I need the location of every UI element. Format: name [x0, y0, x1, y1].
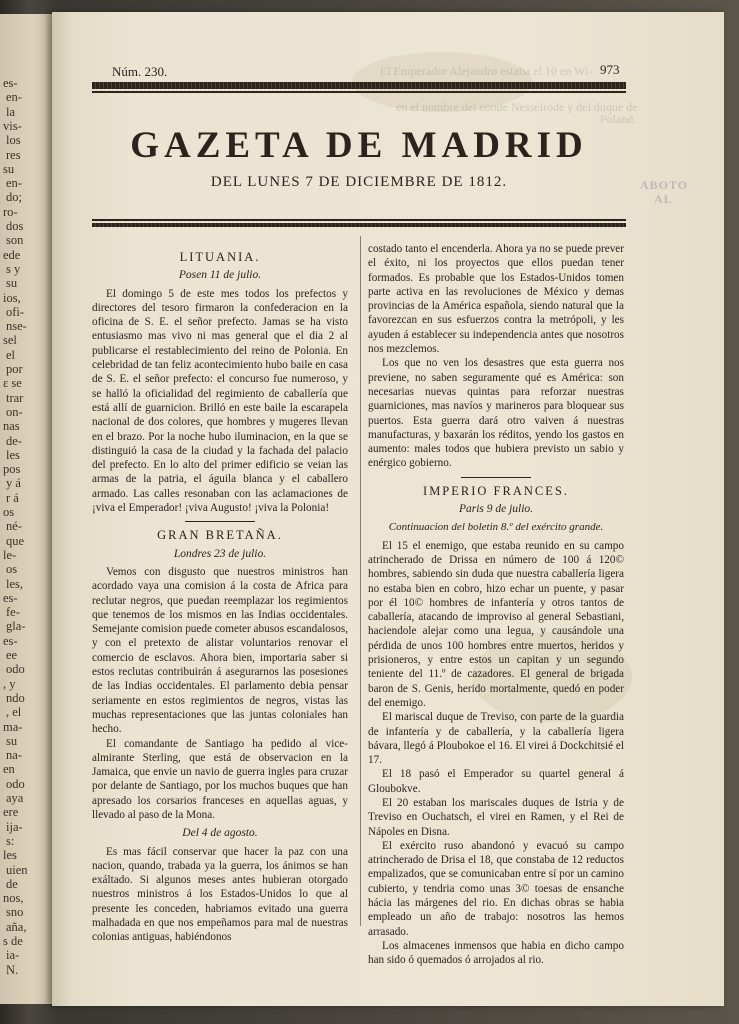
left-page-text-fragment: vis-: [3, 118, 22, 133]
left-page-text-fragment: ndo: [6, 690, 25, 705]
left-page-text-fragment: el: [6, 347, 16, 362]
dateline-londres: Londres 23 de julio.: [173, 547, 267, 560]
left-page-text-fragment: de-: [6, 433, 22, 448]
left-page-text-fragment: les,: [6, 576, 24, 591]
bleed-through-text: en el nombre del conde Nesselrode y del duque de: [396, 100, 638, 114]
paragraph: El exército ruso abandonó y evacuó su campo atrincherado de Drisa el 18, que constaba de 12 reductos empalizados, que se comunicaban entre sí por un camino cubierto, y tendria como unas 3© toesas de ensanche hácia las márgenes del rio. En dichas obras se habia empleado un año de trabajo: nosotros las hemos arrasado.: [368, 839, 624, 938]
left-page-text-fragment: ro-: [3, 204, 18, 219]
left-page-text-fragment: le-: [3, 547, 17, 562]
left-page-text-fragment: pos: [3, 462, 21, 477]
left-page-text-fragment: ma-: [3, 719, 23, 734]
left-page-text-fragment: es-: [3, 590, 18, 605]
paragraph: El comandante de Santiago ha pedido al vice-almirante Sterling, que está de observacion en la Jamaica, que envie un navio de guerra ingles para cruzar por delante de Santiago, por los muchos buques que han apresado los corsarios franceses en aquellas aguas, y llevado al paso de la Mona.: [92, 737, 348, 821]
paragraph: El 20 estaban los mariscales duques de Istria y de Treviso en Ouchatsch, el virei en Ramen, y el Rei de Nápoles en Disna.: [368, 796, 624, 838]
left-page-text-fragment: ee: [6, 648, 18, 662]
issue-date: DEL LUNES 7 DE DICIEMBRE DE 1812.: [210, 174, 508, 190]
left-page-text-fragment: res: [6, 147, 21, 162]
left-page-text-fragment: en-: [6, 176, 22, 191]
left-page-text-fragment: aña,: [6, 919, 27, 934]
left-page-text-fragment: do;: [6, 190, 22, 205]
left-page-text-fragment: su: [3, 161, 15, 176]
dateline-agosto: Del 4 de agosto.: [182, 827, 258, 840]
left-page-text-fragment: odo: [6, 776, 25, 791]
left-page-text-fragment: ε se: [3, 376, 22, 391]
left-page-text-fragment: nas: [3, 419, 20, 434]
left-page-text-fragment: né-: [6, 519, 22, 534]
left-page-text-fragment: es-: [3, 633, 18, 648]
page-number: 973: [600, 62, 620, 77]
left-page-text-fragment: , el: [6, 705, 22, 720]
left-page-text-fragment: ia-: [6, 948, 20, 963]
left-page-text-fragment: sel: [3, 333, 17, 348]
left-page-text-fragment: fe-: [6, 605, 20, 620]
paragraph: El mariscal duque de Treviso, con parte de la guardia de infantería y de caballería, y la caballería ligera bávara, llegó á Ploubokoe el 16. El virei á Dockchitsié el 17.: [368, 711, 624, 767]
left-page-text-fragment: que: [6, 533, 25, 548]
left-page-text-fragment: la: [6, 104, 16, 119]
left-page-text-fragment: su: [6, 733, 18, 748]
left-page-text-fragment: sno: [6, 905, 24, 920]
paragraph: Los que no ven los desastres que esta guerra nos previene, no saben seguramente qué es América: son necesarias nuevas quintas para reforzar nuestras guarniciones, mas navíos y marineros para bloquear sus puertos. Esta guerra dará otro vaiven á nuestras manufacturas, y baxarán los réditos, yendo los gastos en aumento: males todos que hubiera previsto un sabio y enérgico gobierno.: [368, 357, 624, 470]
left-page-text-fragment: gla-: [6, 619, 26, 634]
bleed-through-text: Poland.: [600, 112, 637, 126]
section-separator: [185, 521, 255, 522]
left-page-text-fragment: aya: [6, 791, 24, 805]
left-page-text-fragment: ios,: [3, 290, 21, 305]
left-page-text-fragment: en: [3, 762, 15, 777]
stamp-line: ABOTO: [640, 178, 689, 192]
left-page-text-fragment: es-: [3, 76, 18, 90]
header-rule: [92, 82, 626, 89]
left-page-text-fragment: por: [6, 362, 23, 376]
left-page-text-fragment: s:: [6, 833, 15, 848]
left-page-text-fragment: s y: [6, 261, 21, 276]
left-page-text-fragment: na-: [6, 748, 22, 763]
left-page-text-fragment: nse-: [6, 319, 27, 334]
left-page-text-fragment: ofi-: [6, 304, 25, 319]
masthead-rule: [92, 219, 626, 221]
dateline-paris: Paris 9 de julio.: [458, 503, 534, 516]
section-heading-imperio-frances: IMPERIO FRANCES.: [423, 483, 569, 498]
bulletin-subtitle: Continuacion del boletin 8.º del exército grande.: [388, 521, 604, 534]
left-page-text-fragment: on-: [6, 404, 23, 419]
left-column: [92, 246, 348, 945]
section-heading-lituania: LITUANIA.: [179, 250, 261, 264]
left-page-text-fragment: N.: [6, 962, 19, 977]
left-page-text-fragment: en-: [6, 90, 22, 105]
masthead-rule: [92, 223, 626, 227]
left-page-text-fragment: les: [6, 447, 20, 462]
left-page-text-fragment: nos,: [3, 891, 24, 906]
left-page-text-fragment: os: [3, 505, 15, 519]
left-page-text-fragment: los: [6, 133, 21, 148]
left-page-text-fragment: son: [6, 233, 24, 248]
left-page-text-fragment: ere: [3, 805, 19, 820]
paragraph: costado tanto el encenderla. Ahora ya no se puede prever el éxito, ni los proyectos que ellos puedan tener formados. Es probable que los Estados-Unidos tomen parte activa en las revoluciones de México y demas provincias de la América española, siendo natural que la favorezcan en sus esfuerzos contra la metrópoli, y les ayuden á establecer su independencia antes que nosotros nos mezclemos.: [368, 243, 624, 356]
left-page-text-fragment: uien: [6, 862, 28, 877]
masthead-title: GAZETA DE MADRID: [130, 125, 588, 166]
left-page-text-fragment: r á: [6, 490, 19, 505]
header-rule: [92, 91, 626, 93]
left-page-text-fragment: os: [6, 562, 18, 577]
paragraph: El 18 pasó el Emperador su quartel general á Gloubokve.: [368, 768, 624, 795]
left-page-text-fragment: y á: [6, 476, 21, 491]
left-page-text-fragment: de: [6, 876, 18, 891]
left-page-text-fragment: ija-: [6, 819, 23, 834]
right-column: [368, 242, 624, 968]
paragraph: Los almacenes inmensos que habia en dicho campo han sido ó quemados ó arrojados al rio.: [368, 939, 624, 967]
paragraph: El 15 el enemigo, que estaba reunido en su campo atrincherado de Drissa en número de 100 á 120© hombres, sabiendo sin duda que nuestra caballería ligera no estaba bien en cobro, hizo echar un puente, y pasar por él 10© hombres de infantería y otros tantos de caballería, atacando de improviso al general Sebastiani, haciendole alejar como una legua, y causándole una pérdida de unos 100 hombres entre muertos, heridos y prisioneros, y entre estos un capitan y un segundo teniente del 11.º de cazadores. El general de brigada baron de S. Genis, herido mortalmente, quedó en poder del enemigo.: [368, 539, 624, 709]
left-page-text-fragment: s de: [3, 934, 23, 948]
section-heading-gran-bretana: GRAN BRETAÑA.: [157, 528, 283, 543]
left-page-text-fragment: ede: [3, 247, 21, 262]
bleed-through-text: El Emperador Alejandro estaba el 10 en Wi-: [380, 64, 593, 78]
left-page-text-fragment: trar: [6, 390, 24, 405]
library-stamp: [640, 178, 688, 206]
left-page-text-fragment: , y: [3, 676, 16, 691]
left-page-text-fragment: dos: [6, 219, 24, 233]
column-divider: [360, 236, 361, 926]
left-page-text-fragment: les: [3, 848, 17, 863]
paragraph: El domingo 5 de este mes todos los prefectos y directores del tesoro firmaron la confederacion en la oficina de S. E. el señor prefecto. Jamas se ha visto entusiasmo mas vivo ni mas general que el dia 2 al publicarse el restablecimiento del reino de Polonia. En celebridad de tan feliz acontecimiento hubo baile en casa de S. E. el señor prefecto: el concurso fue numeroso, y se halló la oficialidad del regimiento de caballería que está allí de guarnicion. Brilló en este baile la escarapela nacional de dos colores, que hombres y mugeres llevan en el brazo. Por la noche hubo iluminacion, en la que se distinguió la casa de la ciudad y la fachada del palacio del prefecto. En lo alto del primer edificio se veian las armas de la patria, el águila blanca y el caballero armado. Las calles resonaban con las aclamaciones de ¡viva el Emperador! ¡viva Augusto! ¡viva la Polonia!: [92, 287, 348, 515]
stamp-line: AL: [654, 192, 673, 206]
paragraph: Vemos con disgusto que nuestros ministros han acordado vaya una comision á la costa de Africa para reclutar negros, que puedan reemplazar los regimientos que tenemos de los mismos en las Indias occidentales. Semejante comision puede cometer abusos escandalosos, y con el pretexto de alistar voluntarios renovar el comercio de esclavos. Ahora bien, importaria saber si estos reclutas contribuirán á asegurarnos las posesiones de las Indias occidentales. El parlamento debia pensar seriamente en estos regimientos de negros, vistas las muchas representaciones que las juntas coloniales han hecho.: [92, 565, 348, 736]
left-page-text-fragment: odo: [6, 662, 25, 677]
left-page-edge: [0, 14, 56, 1004]
section-separator: [461, 477, 531, 478]
dateline-posen: Posen 11 de julio.: [178, 269, 262, 282]
paragraph: Es mas fácil conservar que hacer la paz con una nacion, quando, trabada ya la guerra, los ánimos se han exáltado. Si algunos meses antes hubieran otorgado nuestros ministros á los Estados-Unidos lo que al presente les conceden, habriamos evitado una guerra malhadada en que nos empeñamos para mal de nuestras colonias antiguas, habiéndonos: [92, 845, 348, 944]
left-page-text-fragment: su: [6, 276, 18, 291]
issue-number: Núm. 230.: [112, 64, 168, 79]
